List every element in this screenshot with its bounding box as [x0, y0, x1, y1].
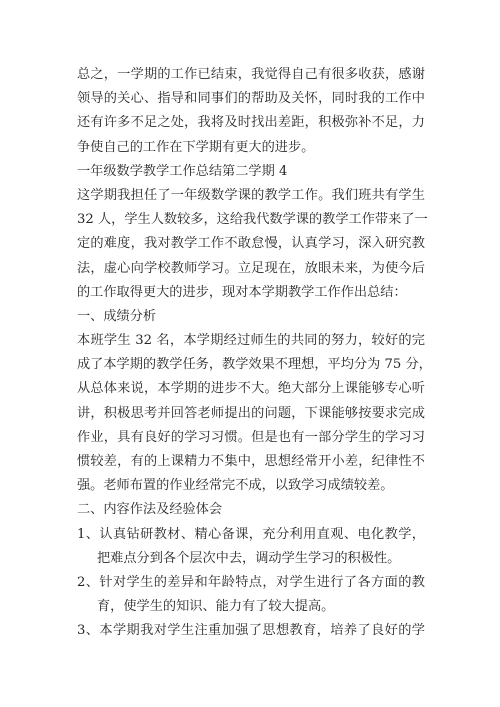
text-line: [77, 160, 425, 184]
text-line: [77, 402, 425, 426]
text-line-content: 32 人，学生人数较多，这给我代数学课的教学工作带来了一: [77, 212, 428, 228]
text-line-content: 总之，一学期的工作已结束，我觉得自己有很多收获，感谢: [77, 67, 425, 82]
text-line-content: 惯较差，有的上课精力不集中，思想经常开小差，纪律性不: [77, 454, 425, 469]
text-line: [77, 547, 425, 571]
text-line-content: 的工作取得更大的进步，现对本学期教学工作作出总结：: [77, 284, 407, 300]
text-line-content: 作业，具有良好的学习习惯。但是也有一部分学生的学习习: [77, 429, 425, 445]
text-line: [77, 619, 425, 643]
text-line: [77, 523, 425, 547]
text-line: [77, 571, 425, 595]
text-line-content: 2、针对学生的差异和年龄特点，对学生进行了各方面的教: [77, 574, 425, 590]
text-line-content: 这学期我担任了一年级数学课的教学工作。我们班共有学生: [77, 187, 425, 203]
document-body: [77, 63, 432, 644]
text-line-content: 还有许多不足之处，我将及时找出差距，积极弥补不足，力: [77, 115, 425, 131]
text-line-content: 一年级数学教学工作总结第二学期 4: [77, 163, 288, 179]
text-line-content: 领导的关心、指导和同事们的帮助及关怀，同时我的工作中: [77, 91, 425, 107]
text-line-content: 3、本学期我对学生注重加强了思想教育，培养了良好的学: [77, 623, 425, 639]
text-line: [77, 281, 425, 305]
text-line: [77, 111, 425, 135]
text-line-content: 讲，积极思考并回答老师提出的问题，下课能够按要求完成: [77, 405, 425, 421]
text-line: [77, 232, 425, 256]
text-line: [77, 329, 425, 353]
text-line: [77, 136, 425, 160]
text-line: [77, 498, 425, 522]
text-line-content: 本班学生 32 名，本学期经过师生的共同的努力，较好的完: [77, 333, 425, 349]
text-line: [77, 426, 425, 450]
text-line: [77, 208, 428, 232]
text-line: [77, 184, 425, 208]
text-line: [77, 595, 425, 619]
text-line: [77, 474, 425, 498]
text-line: [77, 450, 425, 474]
text-line-content: 二、内容作法及经验体会: [77, 502, 223, 518]
text-line: [77, 305, 425, 329]
text-line-content: 法，虚心向学校教师学习。立足现在，放眼未来，为使今后: [77, 260, 425, 276]
text-line: [77, 353, 432, 377]
text-line: [77, 257, 425, 281]
text-line-content: 育，使学生的知识、能力有了较大提高。: [97, 599, 335, 615]
text-line-content: 成了本学期的教学任务，教学效果不理想，平均分为 75 分，: [77, 357, 432, 373]
text-line-content: 一、成绩分析: [77, 308, 157, 324]
text-line-content: 1、认真钻研教材、精心备课，充分利用直观、电化教学，: [77, 526, 425, 542]
text-line-content: 强。老师布置的作业经常完不成，以致学习成绩较差。: [77, 478, 394, 494]
text-line-content: 定的难度，我对教学工作不敢怠慢，认真学习，深入研究教: [77, 236, 425, 252]
text-line-content: 争使自己的工作在下学期有更大的进步。: [77, 139, 315, 155]
text-line-content: 把难点分到各个层次中去，调动学生学习的积极性。: [97, 550, 401, 566]
text-line: [77, 63, 425, 87]
text-line-content: 从总体来说，本学期的进步不大。绝大部分上课能够专心听: [77, 381, 425, 397]
text-line: [77, 87, 425, 111]
text-line: [77, 377, 425, 401]
